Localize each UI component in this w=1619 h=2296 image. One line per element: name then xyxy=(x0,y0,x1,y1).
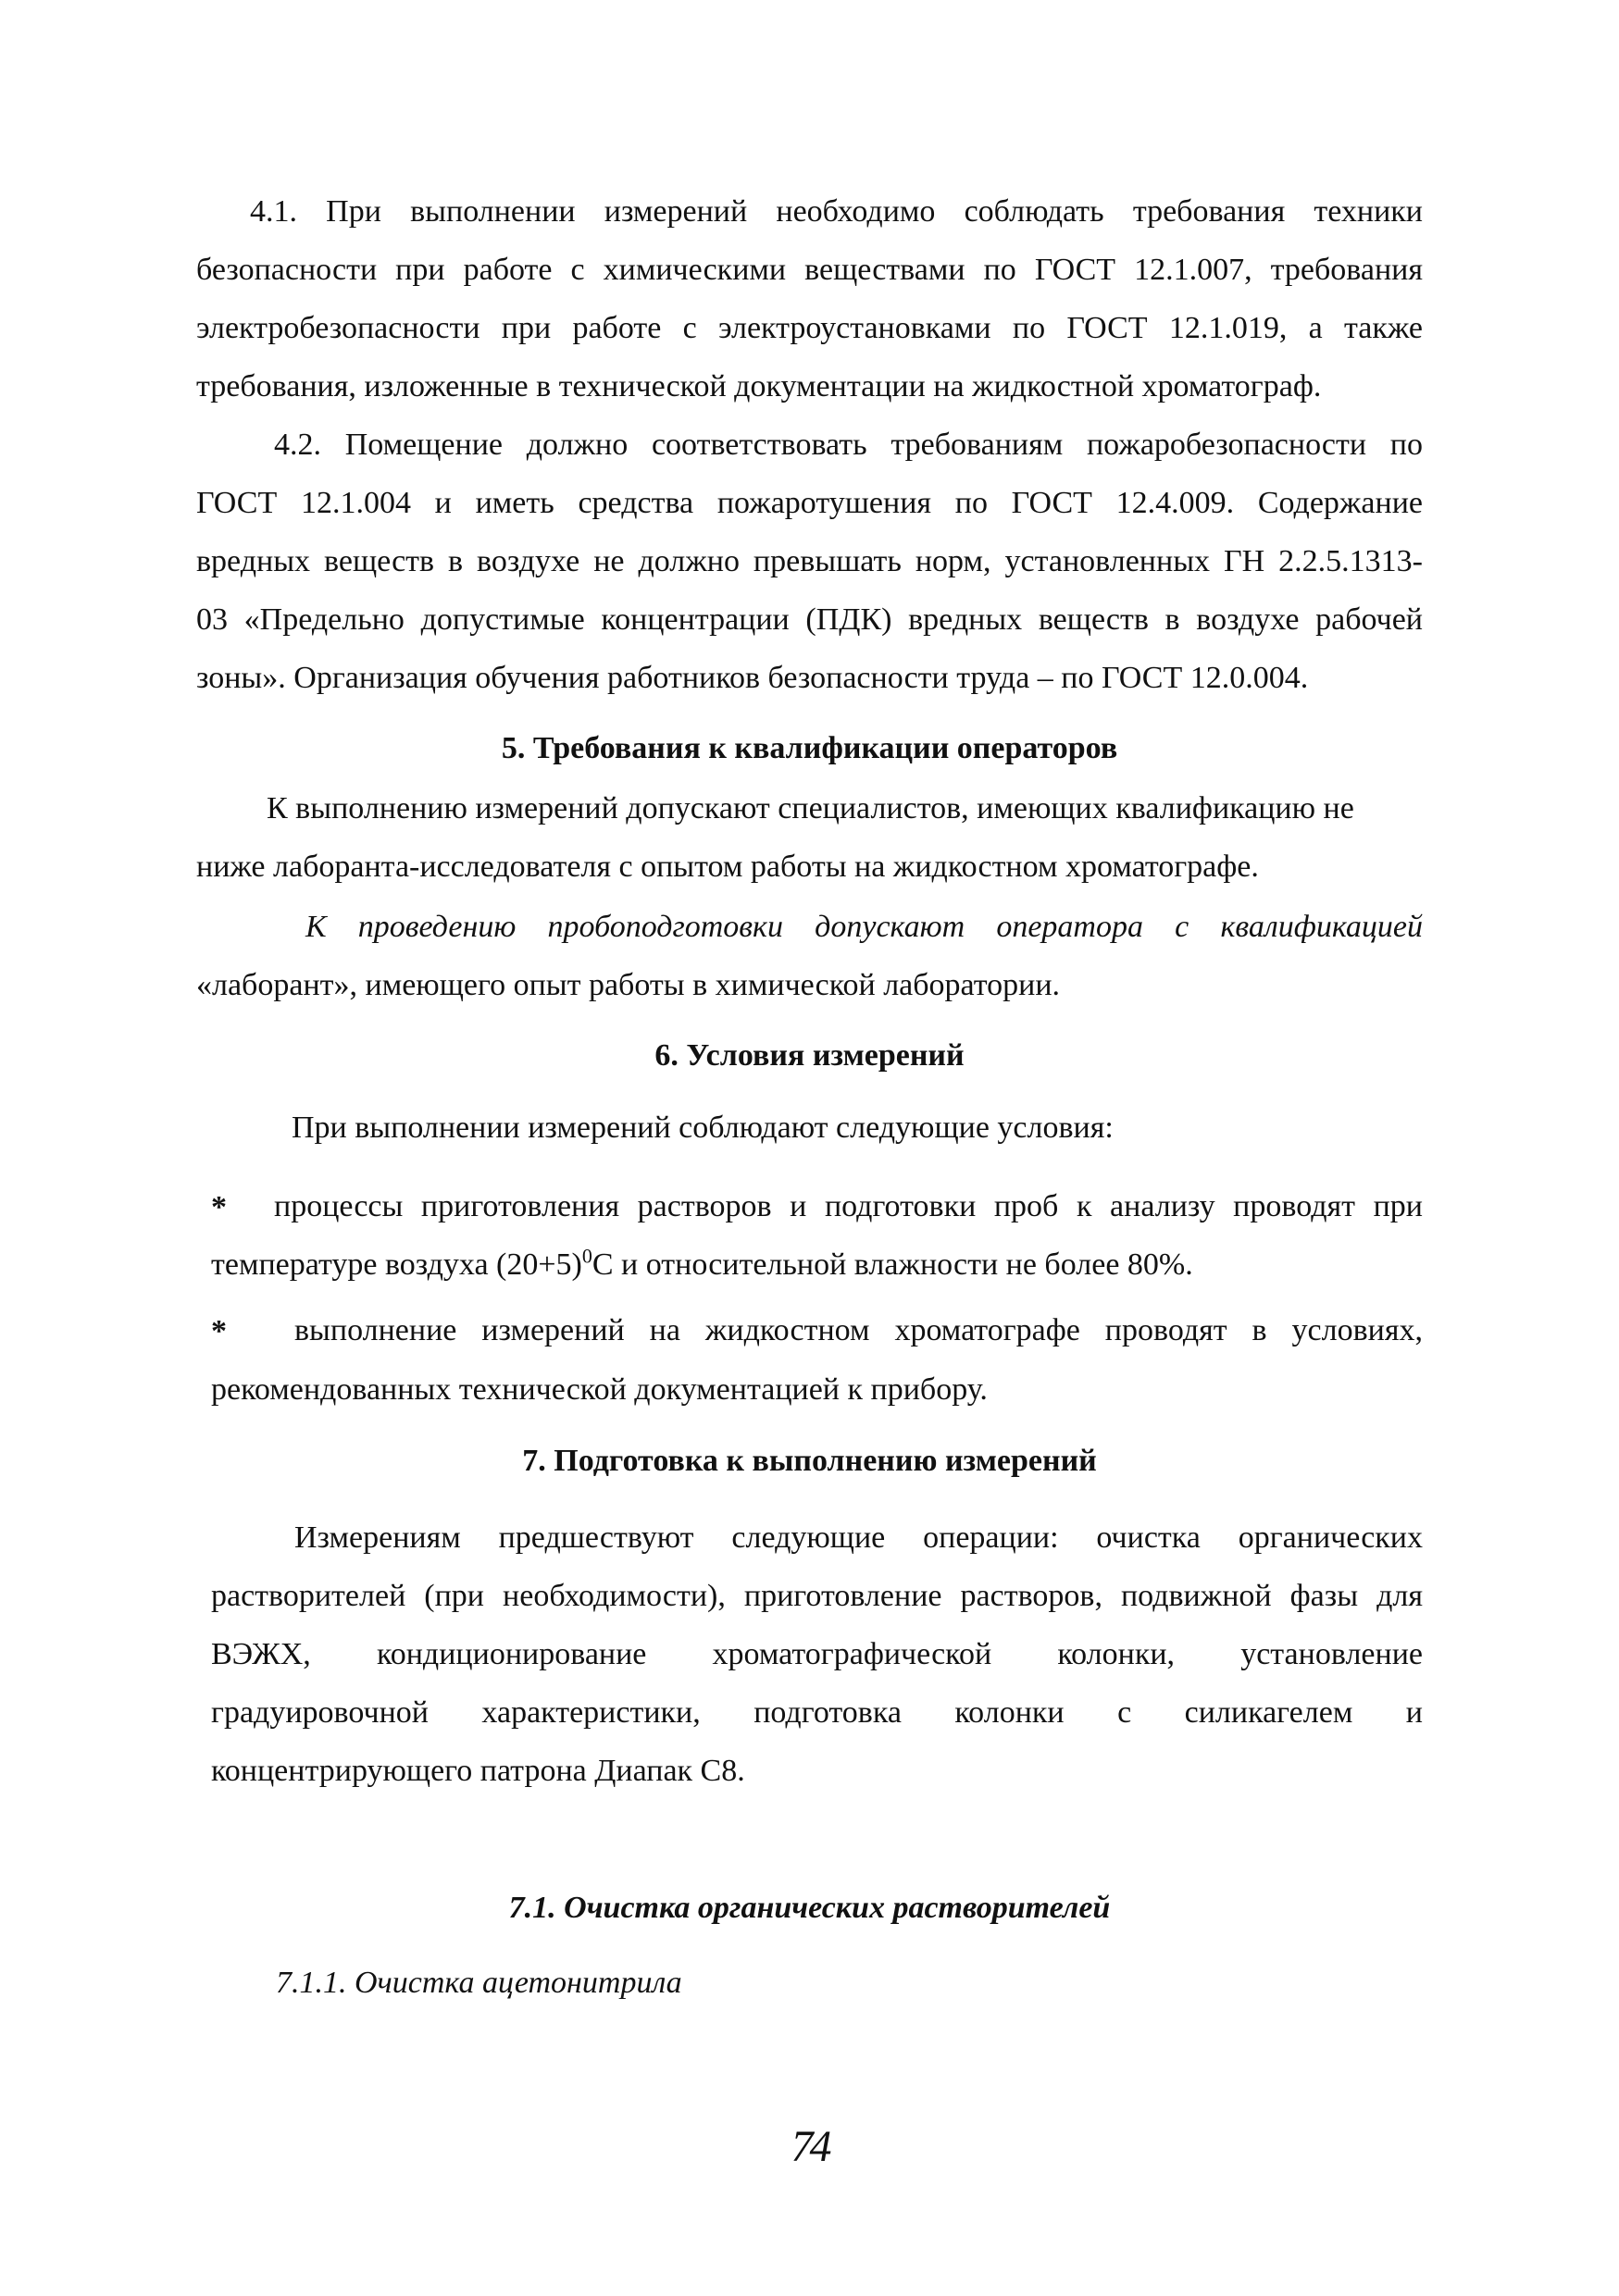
bullet-1-line-1: процессы приготовления растворов и подготовки проб к анализу проводят при xyxy=(274,1189,1423,1223)
paragraph-4-2-line-2: ГОСТ 12.1.004 и иметь средства пожаротушения по ГОСТ 12.4.009. Содержание xyxy=(196,486,1423,520)
section-5-p2-line-1: К проведению пробоподготовки допускают оператора с квалификацией xyxy=(305,910,1423,944)
paragraph-4-2-line-4: 03 «Предельно допустимые концентрации (ПДК) вредных веществ в воздухе рабочей xyxy=(196,602,1423,637)
section-5-p2-line-2: «лаборант», имеющего опыт работы в химической лаборатории. xyxy=(196,968,1061,1002)
paragraph-4-2-line-1: 4.2. Помещение должно соответствовать требованиям пожаробезопасности по xyxy=(274,428,1423,462)
bullet-1-line-2: температуре воздуха $(20+5)^0С$ и относительной влажности не более 80%. xyxy=(211,1244,1193,1282)
section-6-heading: 6. Условия измерений xyxy=(654,1038,965,1073)
section-7-p1-line-2: растворителей (при необходимости), приготовление растворов, подвижной фазы для xyxy=(211,1579,1423,1613)
paragraph-4-1-line-4: требования, изложенные в технической документации на жидкостной хроматограф. xyxy=(196,369,1322,403)
section-6-intro: При выполнении измерений соблюдают следующие условия: xyxy=(292,1111,1114,1145)
paragraph-4-1-line-1: 4.1. При выполнении измерений необходимо соблюдать требования техники xyxy=(250,194,1423,229)
section-7-p1-line-4: градуировочной характеристики, подготовка колонки с силикагелем и xyxy=(211,1695,1423,1730)
subsection-7-1-heading: 7.1. Очистка органических растворителей xyxy=(508,1891,1111,1925)
bullet-1-marker: * xyxy=(211,1190,227,1224)
page-number: 74 xyxy=(791,2122,828,2171)
paragraph-4-2-line-5: зоны». Организация обучения работников безопасности труда – по ГОСТ 12.0.004. xyxy=(196,661,1309,695)
section-7-p1-line-5: концентрирующего патрона Диапак С8. xyxy=(211,1754,745,1788)
paragraph-4-1-line-2: безопасности при работе с химическими веществами по ГОСТ 12.1.007, требования xyxy=(196,253,1423,287)
bullet-2-line-2: рекомендованных технической документацией к прибору. xyxy=(211,1372,988,1407)
paragraph-4-2-line-3: вредных веществ в воздухе не должно превышать норм, установленных ГН 2.2.5.1313- xyxy=(196,544,1423,578)
section-7-p1-line-3: ВЭЖХ, кондиционирование хроматографической колонки, установление xyxy=(211,1637,1423,1671)
bullet-2-marker: * xyxy=(211,1314,227,1348)
section-7-heading: 7. Подготовка к выполнению измерений xyxy=(522,1444,1097,1478)
section-5-heading: 5. Требования к квалификации операторов xyxy=(501,731,1118,765)
degree-superscript: 0 xyxy=(581,1244,592,1268)
section-5-p1-line-1: К выполнению измерений допускают специалистов, имеющих квалификацию не xyxy=(267,791,1354,825)
subsection-7-1-1-heading: 7.1.1. Очистка ацетонитрила xyxy=(276,1966,682,2000)
bullet-2-line-1: выполнение измерений на жидкостном хроматографе проводят в условиях, xyxy=(294,1313,1423,1347)
section-7-p1-line-1: Измерениям предшествуют следующие операции: очистка органических xyxy=(294,1520,1423,1555)
section-5-p1-line-2: ниже лаборанта-исследователя с опытом работы на жидкостном хроматографе. xyxy=(196,850,1259,884)
paragraph-4-1-line-3: электробезопасности при работе с электроустановками по ГОСТ 12.1.019, а также xyxy=(196,311,1423,345)
